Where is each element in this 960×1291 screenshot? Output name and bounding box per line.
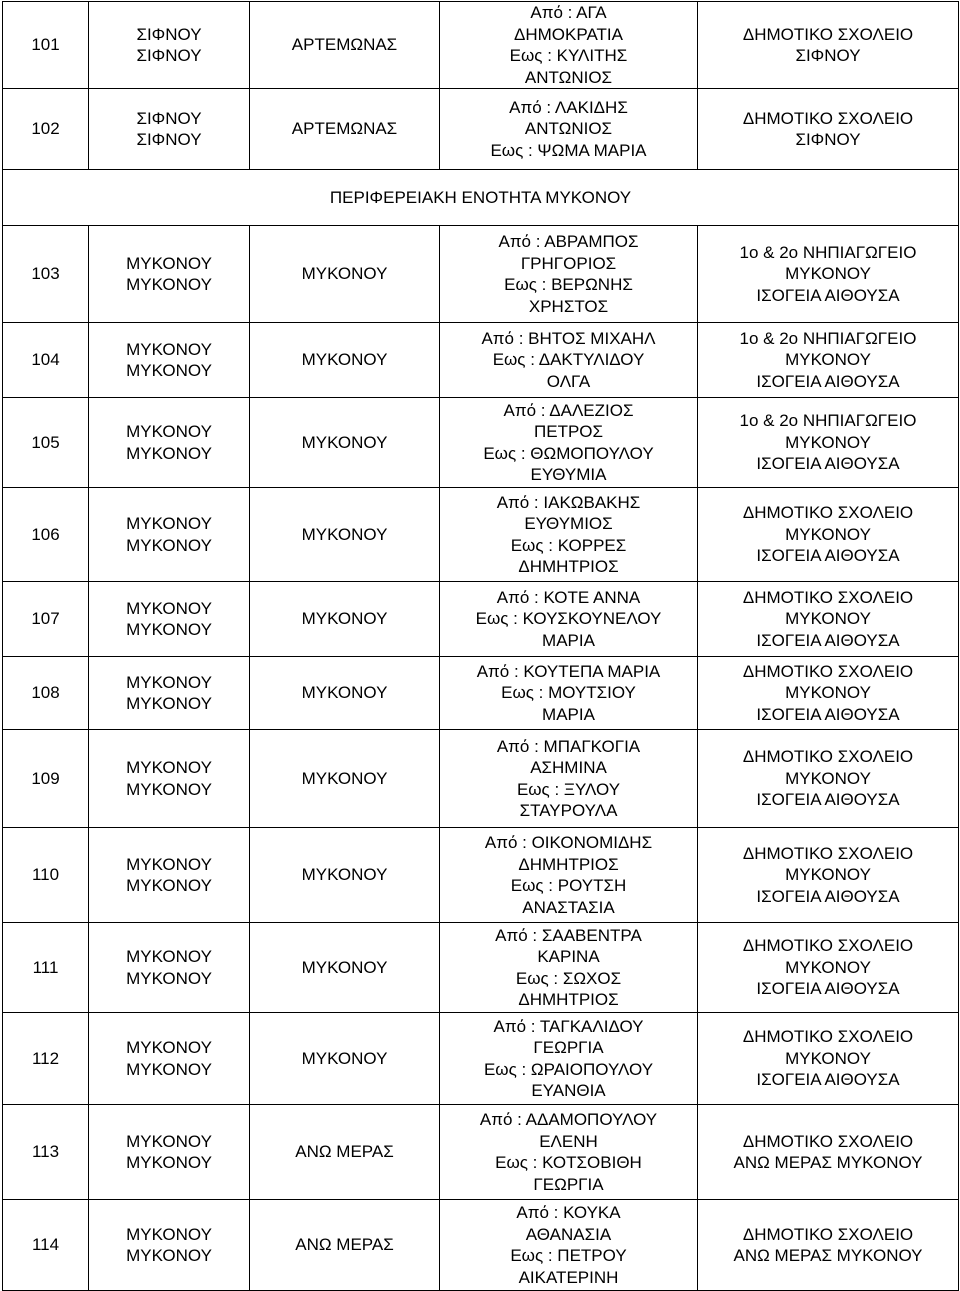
- voter-range-cell: Από : ΚΟΥΤΕΠΑ ΜΑΡΙΑ Εως : ΜΟΥΤΣΙΟΥ ΜΑΡΙΑ: [440, 657, 698, 730]
- municipality-cell: ΑΡΤΕΜΩΝΑΣ: [250, 89, 440, 170]
- voter-range-cell: Από : ΙΑΚΩΒΑΚΗΣ ΕΥΘΥΜΙΟΣ Εως : ΚΟΡΡΕΣ ΔΗΜΗΤΡΙΟΣ: [440, 488, 698, 582]
- table-row: [3, 657, 959, 730]
- venue-cell: ΔΗΜΟΤΙΚΟ ΣΧΟΛΕΙΟ ΜΥΚΟΝΟΥ ΙΣΟΓΕΙΑ ΑΙΘΟΥΣΑ: [698, 730, 959, 828]
- venue-cell: ΔΗΜΟΤΙΚΟ ΣΧΟΛΕΙΟ ΜΥΚΟΝΟΥ ΙΣΟΓΕΙΑ ΑΙΘΟΥΣΑ: [698, 657, 959, 730]
- station-number: 108: [3, 657, 89, 730]
- station-number: 114: [3, 1200, 89, 1291]
- voter-range-cell: Από : ΑΒΡΑΜΠΟΣ ΓΡΗΓΟΡΙΟΣ Εως : ΒΕΡΩΝΗΣ ΧΡΗΣΤΟΣ: [440, 226, 698, 323]
- area-cell: ΜΥΚΟΝΟΥ ΜΥΚΟΝΟΥ: [89, 488, 250, 582]
- table-row: [3, 89, 959, 170]
- table-row: [3, 730, 959, 828]
- station-number: 110: [3, 828, 89, 923]
- venue-cell: ΔΗΜΟΤΙΚΟ ΣΧΟΛΕΙΟ ΜΥΚΟΝΟΥ ΙΣΟΓΕΙΑ ΑΙΘΟΥΣΑ: [698, 828, 959, 923]
- voter-range-cell: Από : ΟΙΚΟΝΟΜΙΔΗΣ ΔΗΜΗΤΡΙΟΣ Εως : ΡΟΥΤΣΗ ΑΝΑΣΤΑΣΙΑ: [440, 828, 698, 923]
- area-cell: ΜΥΚΟΝΟΥ ΜΥΚΟΝΟΥ: [89, 828, 250, 923]
- venue-cell: ΔΗΜΟΤΙΚΟ ΣΧΟΛΕΙΟ ΑΝΩ ΜΕΡΑΣ ΜΥΚΟΝΟΥ: [698, 1105, 959, 1200]
- table-row: [3, 226, 959, 323]
- municipality-cell: ΜΥΚΟΝΟΥ: [250, 488, 440, 582]
- venue-cell: ΔΗΜΟΤΙΚΟ ΣΧΟΛΕΙΟ ΣΙΦΝΟΥ: [698, 2, 959, 89]
- station-number: 104: [3, 323, 89, 398]
- table-row: [3, 1013, 959, 1105]
- municipality-cell: ΜΥΚΟΝΟΥ: [250, 1013, 440, 1105]
- polling-stations-table: [2, 1, 959, 1291]
- area-cell: ΜΥΚΟΝΟΥ ΜΥΚΟΝΟΥ: [89, 1105, 250, 1200]
- venue-cell: ΔΗΜΟΤΙΚΟ ΣΧΟΛΕΙΟ ΑΝΩ ΜΕΡΑΣ ΜΥΚΟΝΟΥ: [698, 1200, 959, 1291]
- section-header-row: [3, 170, 959, 226]
- area-cell: ΜΥΚΟΝΟΥ ΜΥΚΟΝΟΥ: [89, 730, 250, 828]
- area-cell: ΣΙΦΝΟΥ ΣΙΦΝΟΥ: [89, 89, 250, 170]
- table-row: [3, 323, 959, 398]
- area-cell: ΜΥΚΟΝΟΥ ΜΥΚΟΝΟΥ: [89, 323, 250, 398]
- table-row: [3, 398, 959, 488]
- municipality-cell: ΜΥΚΟΝΟΥ: [250, 828, 440, 923]
- voter-range-cell: Από : ΒΗΤΟΣ ΜΙΧΑΗΛ Εως : ΔΑΚΤΥΛΙΔΟΥ ΟΛΓΑ: [440, 323, 698, 398]
- area-cell: ΜΥΚΟΝΟΥ ΜΥΚΟΝΟΥ: [89, 226, 250, 323]
- station-number: 105: [3, 398, 89, 488]
- table-row: [3, 1105, 959, 1200]
- station-number: 112: [3, 1013, 89, 1105]
- area-cell: ΜΥΚΟΝΟΥ ΜΥΚΟΝΟΥ: [89, 1200, 250, 1291]
- voter-range-cell: Από : ΤΑΓΚΑΛΙΔΟΥ ΓΕΩΡΓΙΑ Εως : ΩΡΑΙΟΠΟΥΛΟΥ ΕΥΑΝΘΙΑ: [440, 1013, 698, 1105]
- municipality-cell: ΜΥΚΟΝΟΥ: [250, 657, 440, 730]
- voter-range-cell: Από : ΣΑΑΒΕΝΤΡΑ ΚΑΡΙΝΑ Εως : ΣΩΧΟΣ ΔΗΜΗΤΡΙΟΣ: [440, 923, 698, 1013]
- area-cell: ΜΥΚΟΝΟΥ ΜΥΚΟΝΟΥ: [89, 582, 250, 657]
- station-number: 109: [3, 730, 89, 828]
- voter-range-cell: Από : ΑΔΑΜΟΠΟΥΛΟΥ ΕΛΕΝΗ Εως : ΚΟΤΣΟΒΙΘΗ ΓΕΩΡΓΙΑ: [440, 1105, 698, 1200]
- municipality-cell: ΜΥΚΟΝΟΥ: [250, 226, 440, 323]
- voter-range-cell: Από : ΚΟΤΕ ΑΝΝΑ Εως : ΚΟΥΣΚΟΥΝΕΛΟΥ ΜΑΡΙΑ: [440, 582, 698, 657]
- venue-cell: ΔΗΜΟΤΙΚΟ ΣΧΟΛΕΙΟ ΜΥΚΟΝΟΥ ΙΣΟΓΕΙΑ ΑΙΘΟΥΣΑ: [698, 582, 959, 657]
- table-row: [3, 2, 959, 89]
- station-number: 102: [3, 89, 89, 170]
- voter-range-cell: Από : ΛΑΚΙΔΗΣ ΑΝΤΩΝΙΟΣ Εως : ΨΩΜΑ ΜΑΡΙΑ: [440, 89, 698, 170]
- area-cell: ΜΥΚΟΝΟΥ ΜΥΚΟΝΟΥ: [89, 923, 250, 1013]
- municipality-cell: ΑΝΩ ΜΕΡΑΣ: [250, 1105, 440, 1200]
- station-number: 101: [3, 2, 89, 89]
- venue-cell: 1ο & 2ο ΝΗΠΙΑΓΩΓΕΙΟ ΜΥΚΟΝΟΥ ΙΣΟΓΕΙΑ ΑΙΘΟΥΣΑ: [698, 226, 959, 323]
- voter-range-cell: Από : ΚΟΥΚΑ ΑΘΑΝΑΣΙΑ Εως : ΠΕΤΡΟΥ ΑΙΚΑΤΕΡΙΝΗ: [440, 1200, 698, 1291]
- area-cell: ΜΥΚΟΝΟΥ ΜΥΚΟΝΟΥ: [89, 657, 250, 730]
- venue-cell: ΔΗΜΟΤΙΚΟ ΣΧΟΛΕΙΟ ΜΥΚΟΝΟΥ ΙΣΟΓΕΙΑ ΑΙΘΟΥΣΑ: [698, 923, 959, 1013]
- area-cell: ΜΥΚΟΝΟΥ ΜΥΚΟΝΟΥ: [89, 1013, 250, 1105]
- station-number: 103: [3, 226, 89, 323]
- station-number: 113: [3, 1105, 89, 1200]
- station-number: 107: [3, 582, 89, 657]
- municipality-cell: ΜΥΚΟΝΟΥ: [250, 582, 440, 657]
- voter-range-cell: Από : ΑΓΑ ΔΗΜΟΚΡΑΤΙΑ Εως : ΚΥΛΙΤΗΣ ΑΝΤΩΝΙΟΣ: [440, 2, 698, 89]
- venue-cell: ΔΗΜΟΤΙΚΟ ΣΧΟΛΕΙΟ ΜΥΚΟΝΟΥ ΙΣΟΓΕΙΑ ΑΙΘΟΥΣΑ: [698, 1013, 959, 1105]
- venue-cell: ΔΗΜΟΤΙΚΟ ΣΧΟΛΕΙΟ ΜΥΚΟΝΟΥ ΙΣΟΓΕΙΑ ΑΙΘΟΥΣΑ: [698, 488, 959, 582]
- area-cell: ΜΥΚΟΝΟΥ ΜΥΚΟΝΟΥ: [89, 398, 250, 488]
- venue-cell: 1ο & 2ο ΝΗΠΙΑΓΩΓΕΙΟ ΜΥΚΟΝΟΥ ΙΣΟΓΕΙΑ ΑΙΘΟΥΣΑ: [698, 398, 959, 488]
- voter-range-cell: Από : ΜΠΑΓΚΟΓΙΑ ΑΣΗΜΙΝΑ Εως : ΞΥΛΟΥ ΣΤΑΥΡΟΥΛΑ: [440, 730, 698, 828]
- municipality-cell: ΜΥΚΟΝΟΥ: [250, 730, 440, 828]
- municipality-cell: ΑΡΤΕΜΩΝΑΣ: [250, 2, 440, 89]
- table-row: [3, 828, 959, 923]
- section-title: ΠΕΡΙΦΕΡΕΙΑΚΗ ΕΝΟΤΗΤΑ ΜΥΚΟΝΟΥ: [3, 170, 959, 226]
- table-row: [3, 923, 959, 1013]
- area-cell: ΣΙΦΝΟΥ ΣΙΦΝΟΥ: [89, 2, 250, 89]
- voter-range-cell: Από : ΔΑΛΕΖΙΟΣ ΠΕΤΡΟΣ Εως : ΘΩΜΟΠΟΥΛΟΥ ΕΥΘΥΜΙΑ: [440, 398, 698, 488]
- table-row: [3, 582, 959, 657]
- station-number: 111: [3, 923, 89, 1013]
- table-row: [3, 488, 959, 582]
- municipality-cell: ΜΥΚΟΝΟΥ: [250, 923, 440, 1013]
- venue-cell: 1ο & 2ο ΝΗΠΙΑΓΩΓΕΙΟ ΜΥΚΟΝΟΥ ΙΣΟΓΕΙΑ ΑΙΘΟΥΣΑ: [698, 323, 959, 398]
- table-row: [3, 1200, 959, 1291]
- municipality-cell: ΜΥΚΟΝΟΥ: [250, 323, 440, 398]
- municipality-cell: ΑΝΩ ΜΕΡΑΣ: [250, 1200, 440, 1291]
- municipality-cell: ΜΥΚΟΝΟΥ: [250, 398, 440, 488]
- venue-cell: ΔΗΜΟΤΙΚΟ ΣΧΟΛΕΙΟ ΣΙΦΝΟΥ: [698, 89, 959, 170]
- station-number: 106: [3, 488, 89, 582]
